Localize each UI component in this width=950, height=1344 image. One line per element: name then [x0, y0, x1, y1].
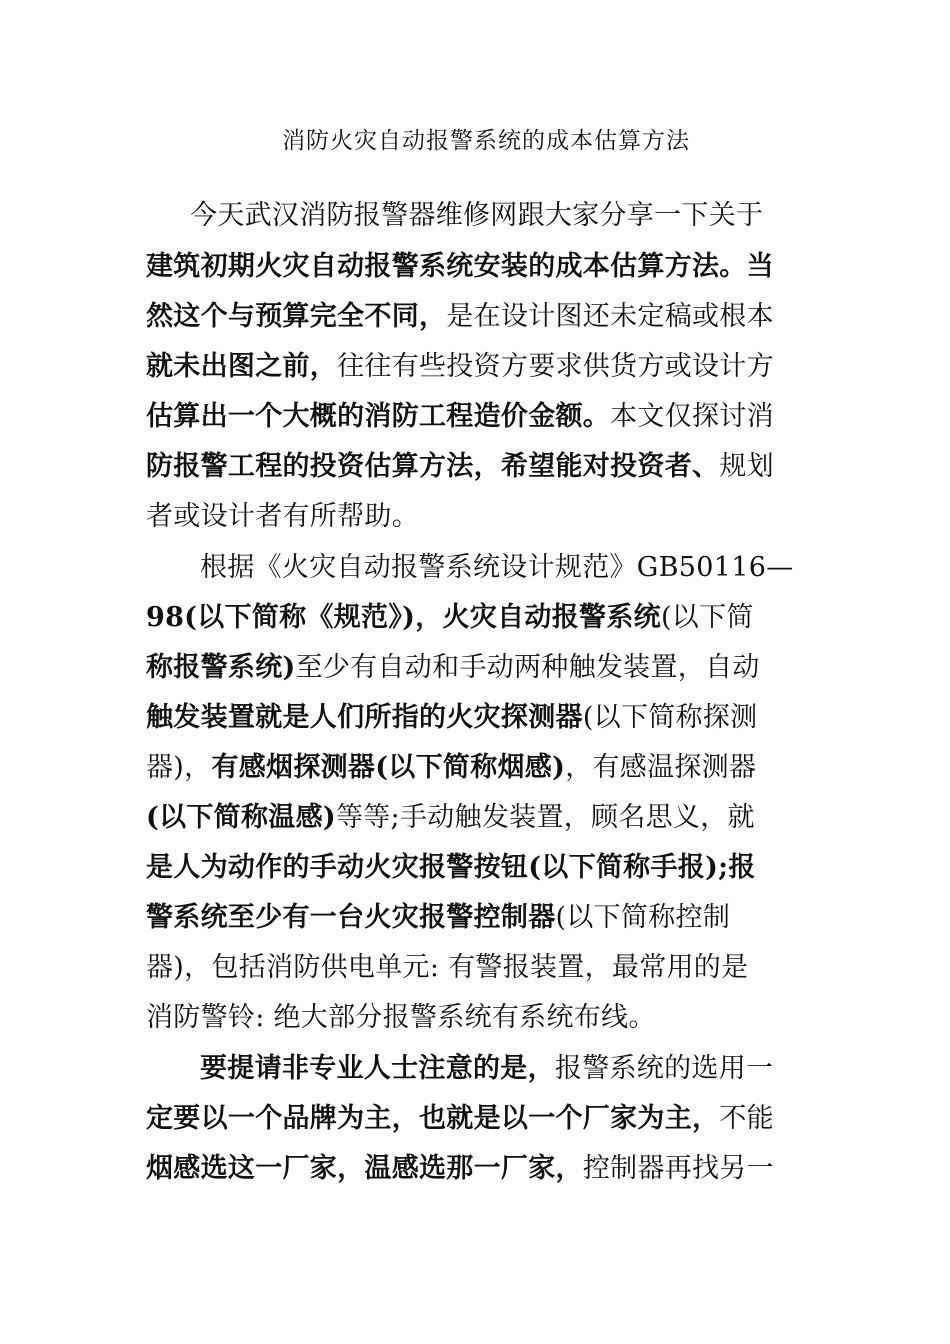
paragraph-line [146, 247, 774, 287]
paragraph-line [146, 497, 419, 537]
text-run: 至少有自动和手动两种触发装置，自动 [295, 652, 760, 683]
text-run: 者或设计者有所帮助。 [146, 501, 419, 532]
text-run: 定要以一个品牌为主，也就是以一个厂家为主， [146, 1103, 720, 1134]
paragraph-line [146, 297, 774, 337]
text-run: (以下简称温感) [146, 802, 336, 833]
text-run: 警系统至少有一台火灾报警控制器 [146, 902, 556, 933]
paragraph-line [146, 798, 755, 838]
text-run: 器)，包括消防供电单元: 有警报装置，最常用的是 [146, 952, 749, 983]
text-run: 建筑初期火灾自动报警系统安装的成本估算方法。当 [146, 251, 774, 282]
text-run: 要提请非专业人士注意的是， [200, 1053, 555, 1084]
text-run: 规划 [719, 451, 774, 482]
text-run: 消防警铃: 绝大部分报警系统有系统布线。 [146, 1002, 656, 1033]
text-run: (以下简称控制 [555, 902, 731, 933]
text-run: 等等;手动触发装置，顾名思义，就 [335, 802, 755, 833]
text-run: 称报警系统) [146, 652, 296, 683]
text-run: 然这个与预算完全不同， [146, 301, 447, 332]
paragraph-line [146, 898, 730, 938]
text-run: 是在设计图还未定稿或根本 [446, 301, 774, 332]
text-run: 器)， [146, 752, 212, 783]
paragraph-line [146, 748, 756, 788]
paragraph-line [146, 347, 774, 387]
paragraph-line [146, 1149, 774, 1189]
paragraph-line [146, 648, 760, 688]
text-run: 烟感选这一厂家，温感选那一厂家， [146, 1153, 583, 1184]
text-run: 是人为动作的手动火灾报警按钮(以下简称手报);报 [146, 852, 756, 883]
text-run: ，有感温探测器 [565, 752, 757, 783]
text-run: 不能 [719, 1103, 774, 1134]
text-run: 有感烟探测器(以下简称烟感) [211, 752, 566, 783]
paragraph-line [146, 998, 656, 1038]
text-run: 98(以下简称《规范》)，火灾自动报警系统 [146, 602, 661, 633]
text-run: 触发装置就是人们所指的火灾探测器 [146, 702, 583, 733]
text-run: (以下简称探测 [582, 702, 758, 733]
text-run: 报警系统的选用一 [554, 1053, 774, 1084]
text-run: 估算出一个大概的消防工程造价金额。 [146, 401, 611, 432]
text-run: (以下简 [660, 602, 754, 633]
document-title: 消防火灾自动报警系统的成本估算方法 [282, 128, 690, 154]
text-run: 今天武汉消防报警器维修网跟大家分享一下关于 [190, 200, 764, 231]
text-run: 根据《火灾自动报警系统设计规范》GB50116— [200, 552, 794, 583]
paragraph-line [146, 397, 774, 437]
paragraph-line [200, 548, 794, 588]
text-run: 往往有些投资方要求供货方或设计方 [337, 351, 774, 382]
text-run: 防报警工程的投资估算方法，希望能对投资者、 [146, 451, 720, 482]
paragraph-line [200, 1049, 773, 1089]
paragraph-line [146, 948, 748, 988]
text-run: 就未出图之前， [146, 351, 338, 382]
paragraph-line [146, 598, 754, 638]
paragraph-line [146, 698, 757, 738]
text-run: 本文仅探讨消 [610, 401, 774, 432]
paragraph-line [146, 1099, 774, 1139]
text-run: 控制器再找另一 [582, 1153, 774, 1184]
paragraph-line [190, 196, 763, 236]
paragraph-line [146, 447, 774, 487]
paragraph-line [146, 848, 756, 888]
